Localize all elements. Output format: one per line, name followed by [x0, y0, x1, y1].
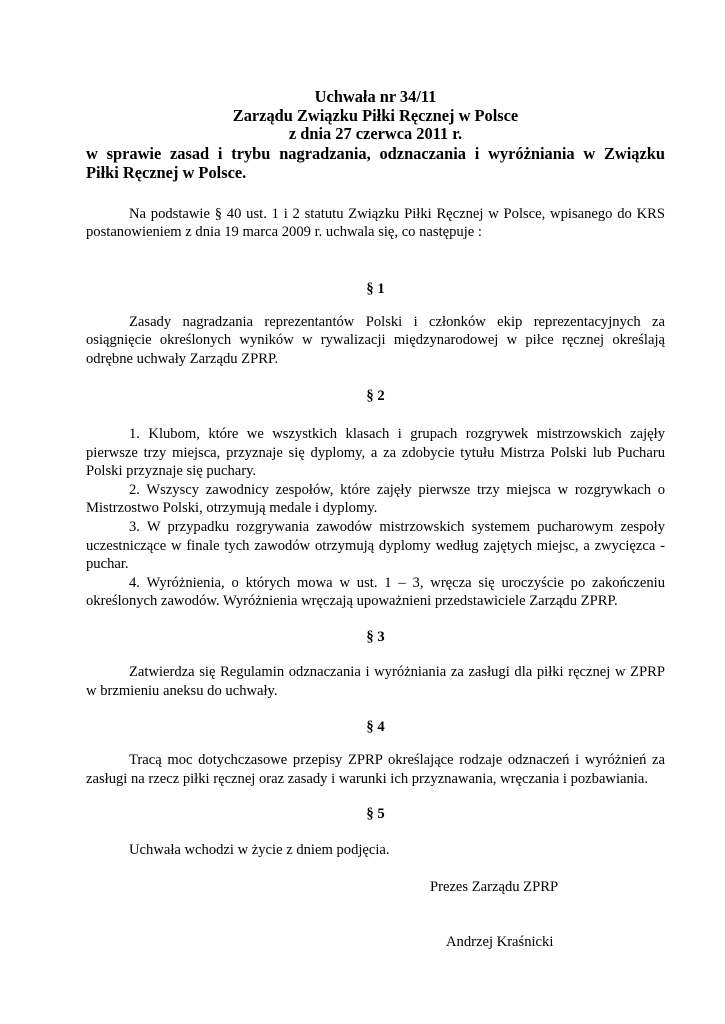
section-2-point-4: 4. Wyróżnienia, o których mowa w ust. 1 – 3, wręcza się uroczyście po zakończeniu określonych zawodów. Wyróżnienia wręczają upoważnieni przedstawiciele Zarządu ZPRP. — [86, 574, 665, 610]
section-2-point-1: 1. Klubom, które we wszystkich klasach i grupach rozgrywek mistrzowskich zajęły pierwsze trzy miejsca, przyznaje się dyplomy, a za zdobycie tytułu Mistrza Polski lub Pucharu Polski przyznaje się puchary. — [86, 425, 665, 480]
document-page — [86, 88, 665, 860]
section-1-mark: § 1 — [366, 280, 385, 297]
subject-line-2: Piłki Ręcznej w Polsce. — [86, 162, 247, 182]
section-5-mark: § 5 — [366, 806, 385, 823]
signature-name: Andrzej Kraśnicki — [446, 934, 554, 950]
section-3-mark: § 3 — [366, 628, 385, 645]
section-3-paragraph: Zatwierdza się Regulamin odznaczania i wyróżniania za zasługi dla piłki ręcznej w ZPRP w brzmieniu aneksu do uchwały. — [86, 664, 665, 700]
section-2-point-2: 2. Wszyscy zawodnicy zespołów, które zajęły pierwsze trzy miejsca w rozgrywkach o Mistrzostwo Polski, otrzymują medale i dyplomy. — [86, 481, 665, 517]
section-4-mark: § 4 — [366, 718, 385, 735]
date-line: z dnia 27 czerwca 2011 r. — [288, 124, 463, 144]
section-2-mark: § 2 — [366, 388, 385, 405]
preamble: Na podstawie § 40 ust. 1 i 2 statutu Związku Piłki Ręcznej w Polsce, wpisanego do KRS postanowieniem z dnia 19 marca 2009 r. uchwala się, co następuje : — [86, 205, 665, 241]
issuer-line: Zarządu Związku Piłki Ręcznej w Polsce — [232, 105, 519, 125]
subject-line-1: w sprawie zasad i trybu nagradzania, odznaczania i wyróżniania w Związku — [86, 143, 665, 163]
resolution-number: Uchwała nr 34/11 — [314, 87, 437, 106]
signature-title: Prezes Zarządu ZPRP — [430, 879, 559, 895]
section-1-paragraph: Zasady nagradzania reprezentantów Polski i członków ekip reprezentacyjnych za osiągnięcie określonych wyników w rywalizacji międzynarodowej w piłce ręcznej określają odrębne uchwały Zarządu ZPRP. — [86, 313, 665, 367]
section-5-paragraph: Uchwała wchodzi w życie z dniem podjęcia. — [129, 842, 390, 859]
section-4-paragraph: Tracą moc dotychczasowe przepisy ZPRP określające rodzaje odznaczeń i wyróżnień za zasługi na rzecz piłki ręcznej oraz zasady i warunki ich przyznawania, wręczania i pozbawiania. — [86, 752, 665, 787]
section-2-point-3: 3. W przypadku rozgrywania zawodów mistrzowskich systemem pucharowym zespoły uczestniczące w finale tych zawodów otrzymują dyplomy według zajętych miejsc, a zwycięzca - puchar. — [86, 518, 665, 573]
resolution-subject — [86, 144, 665, 182]
